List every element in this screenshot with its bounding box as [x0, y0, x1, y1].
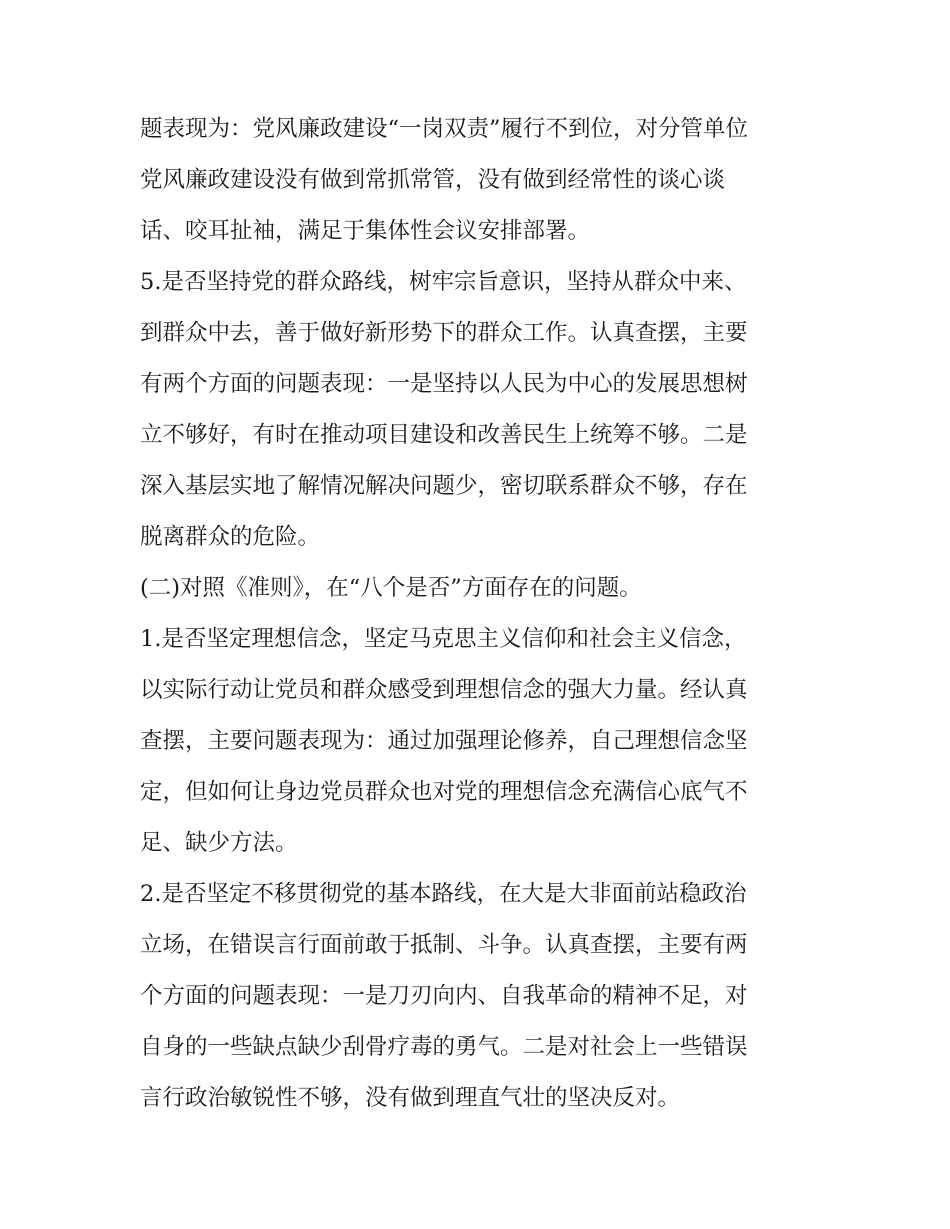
text-line: 足、缺少方法。: [140, 830, 298, 856]
text-line: 言行政治敏锐性不够，没有做到理直气壮的坚决反对。: [140, 1085, 681, 1111]
text-line: 5.是否坚持党的群众路线，树牢宗旨意识，坚持从群众中来、: [140, 269, 747, 295]
text-line: 自身的一些缺点缺少刮骨疗毒的勇气。二是对社会上一些错误: [140, 1034, 748, 1060]
text-line: 立不够好，有时在推动项目建设和改善民生上统筹不够。二是: [140, 422, 748, 448]
text-line: 1.是否坚定理想信念，坚定马克思主义信仰和社会主义信念，: [140, 626, 747, 652]
text-line: 脱离群众的危险。: [140, 524, 321, 550]
text-line: 题表现为：党风廉政建设“一岗双责”履行不到位，对分管单位: [140, 116, 749, 142]
text-line: 深入基层实地了解情况解决问题少，密切联系群众不够，存在: [140, 473, 748, 499]
text-line: 定，但如何让身边党员群众也对党的理想信念充满信心底气不: [140, 779, 748, 805]
text-line: 立场，在错误言行面前敢于抵制、斗争。认真查摆，主要有两: [140, 932, 748, 958]
text-line: 以实际行动让党员和群众感受到理想信念的强大力量。经认真: [140, 677, 748, 703]
section-heading: (二)对照《准则》，在“八个是否”方面存在的问题。: [140, 575, 642, 601]
text-line: 查摆，主要问题表现为：通过加强理论修养，自己理想信念坚: [140, 728, 748, 754]
text-line: 个方面的问题表现：一是刀刃向内、自我革命的精神不足，对: [140, 983, 748, 1009]
text-line: 有两个方面的问题表现：一是坚持以人民为中心的发展思想树: [140, 371, 748, 397]
text-line: 话、咬耳扯袖，满足于集体性会议安排部署。: [140, 218, 591, 244]
text-line: 2.是否坚定不移贯彻党的基本路线，在大是大非面前站稳政治: [140, 881, 747, 907]
document-body: [140, 104, 820, 1124]
text-line: 到群众中去，善于做好新形势下的群众工作。认真查摆，主要: [140, 320, 748, 346]
text-line: 党风廉政建设没有做到常抓常管，没有做到经常性的谈心谈: [140, 167, 726, 193]
